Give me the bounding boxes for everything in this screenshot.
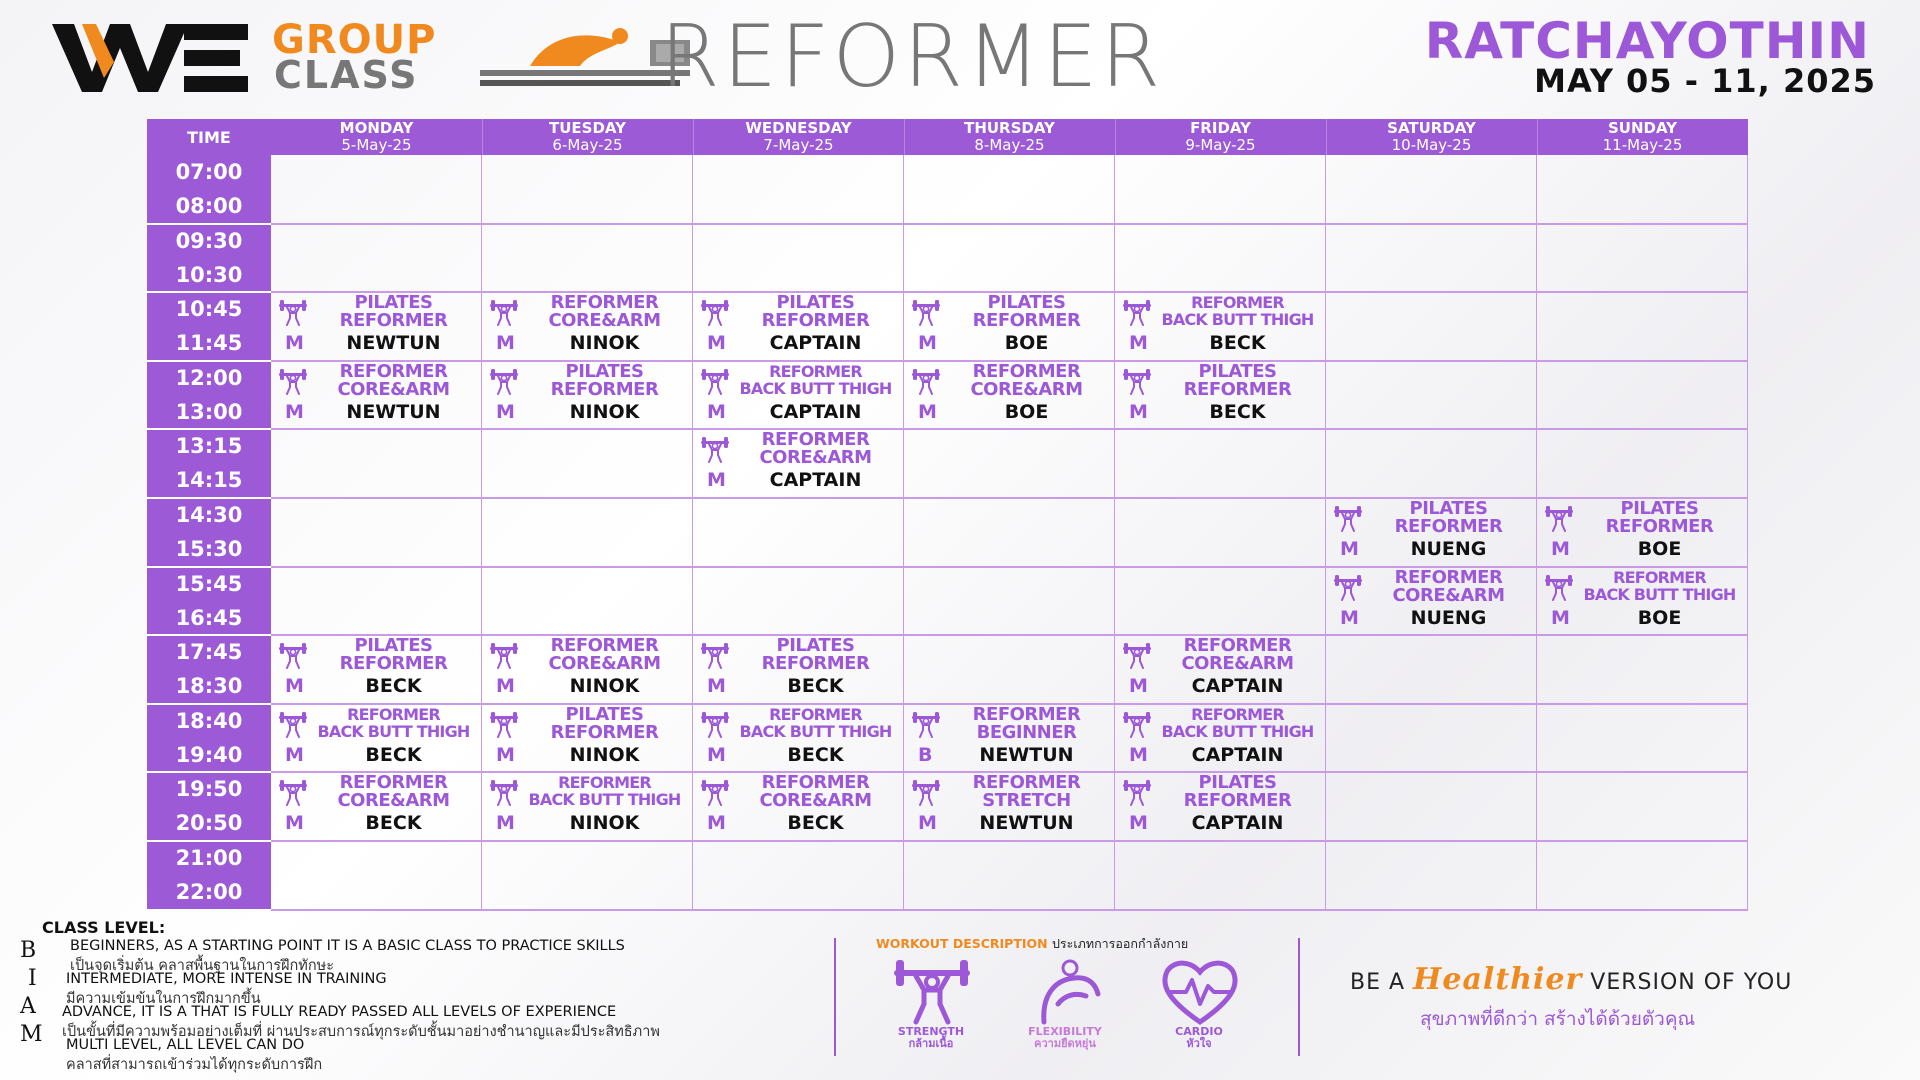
class-name-line: REFORMER — [1183, 635, 1292, 657]
divider — [834, 938, 836, 1056]
day-name: MONDAY — [339, 119, 414, 137]
class-level-badge: M — [918, 400, 937, 423]
instructor-name: BECK — [787, 743, 844, 766]
day-header — [271, 119, 482, 155]
slogan-pre: BE A — [1350, 970, 1406, 995]
class-name-line: CORE&ARM — [1181, 653, 1294, 675]
instructor-name: BECK — [365, 743, 422, 766]
class-cell[interactable] — [904, 292, 1115, 361]
class-level-badge: M — [707, 675, 726, 698]
class-cell[interactable] — [1537, 567, 1748, 636]
class-name — [1360, 500, 1537, 536]
slogan-post: VERSION OF YOU — [1590, 970, 1793, 995]
class-name-line: REFORMER — [550, 635, 659, 657]
class-cell[interactable] — [693, 704, 904, 773]
class-name-line: REFORMER — [1394, 516, 1503, 537]
instructor-name: BOE — [1004, 400, 1049, 423]
class-name-line: CORE&ARM — [970, 378, 1083, 400]
class-name — [1149, 637, 1326, 673]
date-range: MAY 05 - 11, 2025 — [1534, 62, 1876, 100]
class-name-line: REFORMER — [972, 772, 1081, 794]
class-name — [1571, 569, 1748, 603]
workout-title-en: WORKOUT DESCRIPTION — [876, 936, 1048, 951]
level-letter: A — [20, 994, 36, 1019]
class-name — [727, 774, 904, 810]
class-name-line: PILATES — [1198, 772, 1277, 794]
workout-description-title — [876, 934, 1188, 954]
class-level-badge: M — [1129, 675, 1148, 698]
class-level-badge: M — [918, 812, 937, 835]
time-divider — [147, 909, 271, 911]
instructor-name: CAPTAIN — [769, 400, 862, 423]
flexibility-icon — [1024, 956, 1108, 1026]
instructor-name: NEWTUN — [979, 812, 1074, 835]
class-name — [938, 774, 1115, 810]
level-letter: B — [20, 938, 37, 963]
class-level-badge: M — [1340, 538, 1359, 560]
class-name-line: BACK BUTT THIGH — [739, 721, 892, 741]
class-level-badge: M — [1129, 332, 1148, 355]
day-name: SATURDAY — [1387, 119, 1476, 137]
class-name-line: REFORMER — [550, 721, 659, 743]
time-label: 14:30 — [175, 503, 243, 527]
footer — [0, 912, 1920, 1080]
level-description: INTERMEDIATE, MORE INTENSE IN TRAINING — [66, 971, 387, 987]
class-name-line: CORE&ARM — [759, 790, 872, 812]
class-level-badge: M — [1129, 743, 1148, 766]
class-cell[interactable] — [904, 772, 1115, 841]
class-name — [1360, 566, 1537, 606]
cardio-label-en: CARDIO — [1175, 1025, 1223, 1038]
strength-icon — [890, 956, 974, 1026]
class-name-line: REFORMER — [761, 310, 870, 332]
class-name — [305, 706, 482, 740]
instructor-name: NUENG — [1410, 538, 1487, 560]
we-logo — [52, 20, 252, 96]
class-cell[interactable] — [693, 429, 904, 498]
class-cell[interactable] — [693, 772, 904, 841]
class-name — [727, 431, 904, 467]
class-name-line: REFORMER — [761, 772, 870, 794]
class-name-line: REFORMER — [1613, 567, 1706, 587]
day-name: SUNDAY — [1607, 119, 1678, 137]
class-name — [516, 294, 693, 330]
day-header — [693, 119, 904, 155]
time-header: TIME — [187, 127, 231, 147]
level-description: MULTI LEVEL, ALL LEVEL CAN DO — [66, 1037, 305, 1053]
instructor-name: NEWTUN — [346, 332, 441, 355]
time-label: 18:40 — [175, 708, 243, 733]
logo-class-text: CLASS — [274, 53, 419, 97]
class-level-badge: M — [1551, 606, 1570, 629]
day-date: 11-May-25 — [1602, 136, 1683, 154]
class-level-badge: M — [707, 812, 726, 835]
time-label: 12:00 — [175, 365, 243, 390]
cardio-label-th: หัวใจ — [1186, 1037, 1212, 1050]
time-label: 18:30 — [175, 674, 243, 699]
instructor-name: BECK — [1209, 332, 1266, 355]
instructor-name: BOE — [1637, 538, 1682, 560]
time-label: 19:40 — [175, 742, 243, 767]
class-cell[interactable] — [482, 704, 693, 773]
class-name-line: REFORMER — [769, 361, 862, 381]
class-name-line: BEGINNER — [976, 721, 1077, 743]
class-name — [727, 706, 904, 740]
instructor-name: NINOK — [569, 812, 640, 835]
day-name: THURSDAY — [964, 119, 1055, 137]
class-name — [516, 360, 693, 400]
time-label: 10:30 — [175, 262, 243, 287]
class-name-line: REFORMER — [972, 310, 1081, 332]
class-name — [1149, 706, 1326, 740]
header-divider — [482, 119, 483, 155]
level-letter: M — [20, 1022, 43, 1047]
class-level-badge: M — [285, 400, 304, 423]
class-cell[interactable] — [271, 772, 482, 841]
day-header — [1537, 119, 1748, 155]
class-name — [938, 294, 1115, 330]
day-header — [904, 119, 1115, 155]
class-level-badge: M — [918, 332, 937, 355]
class-name — [305, 774, 482, 810]
instructor-name: NINOK — [569, 743, 640, 766]
instructor-name: NUENG — [1410, 606, 1487, 629]
time-label: 09:30 — [175, 228, 243, 253]
class-name-line: REFORMER — [550, 292, 659, 314]
class-level-badge: M — [1551, 538, 1570, 560]
header-divider — [1326, 119, 1327, 155]
class-level-title: CLASS LEVEL: — [42, 918, 166, 937]
schedule-table — [147, 119, 1749, 910]
class-cell[interactable] — [482, 292, 693, 361]
instructor-name: CAPTAIN — [1191, 675, 1284, 698]
day-date: 8-May-25 — [974, 136, 1045, 154]
class-name — [305, 294, 482, 330]
class-cell[interactable] — [482, 635, 693, 704]
class-cell[interactable] — [693, 635, 904, 704]
time-label: 19:50 — [175, 777, 243, 802]
instructor-name: BECK — [787, 812, 844, 835]
class-name-line: REFORMER — [1183, 378, 1292, 400]
class-cell[interactable] — [1537, 498, 1748, 567]
class-level-badge: M — [707, 332, 726, 355]
class-name-line: REFORMER — [339, 360, 448, 382]
class-level-badge: M — [285, 675, 304, 698]
instructor-name: BECK — [787, 675, 844, 698]
class-level-badge: M — [496, 400, 515, 423]
class-cell[interactable] — [904, 361, 1115, 430]
instructor-name: NEWTUN — [979, 743, 1074, 766]
level-description: ADVANCE, IT IS A THAT IS FULLY READY PASSED ALL LEVELS OF EXPERIENCE — [62, 1004, 617, 1020]
level-description-thai: มีความเข้มข้นในการฝึกมากขึ้น — [66, 991, 261, 1007]
class-name-line: REFORMER — [1605, 516, 1714, 537]
day-date: 9-May-25 — [1185, 136, 1256, 154]
class-name-line: BACK BUTT THIGH — [528, 790, 681, 810]
class-name — [938, 703, 1115, 743]
class-cell[interactable] — [271, 635, 482, 704]
class-name — [516, 774, 693, 808]
class-name-line: REFORMER — [550, 378, 659, 400]
class-name-line: PILATES — [1409, 498, 1488, 519]
level-description-thai: เป็นจุดเริ่มต้น คลาสพื้นฐานในการฝึกทักษะ — [70, 958, 334, 974]
class-name — [516, 637, 693, 673]
day-name: TUESDAY — [549, 119, 626, 137]
class-name — [305, 637, 482, 673]
instructor-name: NEWTUN — [346, 400, 441, 423]
class-name — [305, 360, 482, 400]
class-cell[interactable] — [482, 361, 693, 430]
time-label: 15:30 — [175, 537, 243, 561]
class-level-badge: M — [496, 743, 515, 766]
instructor-name: BOE — [1637, 606, 1682, 629]
divider — [1298, 938, 1300, 1056]
class-name-line: REFORMER — [972, 360, 1081, 382]
class-name-line: PILATES — [776, 635, 855, 657]
class-name-line: REFORMER — [972, 703, 1081, 725]
class-name-line: REFORMER — [1183, 790, 1292, 812]
level-description: BEGINNERS, AS A STARTING POINT IT IS A BASIC CLASS TO PRACTICE SKILLS — [70, 938, 625, 954]
class-name-line: PILATES — [987, 292, 1066, 314]
level-letter: I — [28, 966, 37, 991]
day-date: 7-May-25 — [763, 136, 834, 154]
class-name — [1149, 360, 1326, 400]
time-label: 07:00 — [175, 160, 243, 184]
class-cell[interactable] — [271, 704, 482, 773]
class-name-line: REFORMER — [339, 653, 448, 675]
class-name — [1571, 500, 1748, 536]
class-cell[interactable] — [271, 292, 482, 361]
slogan-script: Healthier — [1413, 962, 1583, 997]
instructor-name: NINOK — [569, 400, 640, 423]
class-cell[interactable] — [1115, 635, 1326, 704]
class-name — [727, 637, 904, 673]
class-name-line: REFORMER — [339, 310, 448, 332]
instructor-name: CAPTAIN — [1191, 743, 1284, 766]
class-name-line: REFORMER — [558, 773, 651, 793]
class-level-badge: M — [1129, 812, 1148, 835]
class-name-line: PILATES — [565, 703, 644, 725]
day-name: WEDNESDAY — [745, 119, 852, 137]
flexibility-label-th: ความยืดหยุ่น — [1034, 1037, 1096, 1050]
header-divider — [1537, 119, 1538, 155]
instructor-name: CAPTAIN — [1191, 812, 1284, 835]
class-name-line: REFORMER — [1191, 293, 1284, 313]
level-description-thai: เป็นขั้นที่มีความพร้อมอย่างเต็มที่ ผ่านประสบการณ์ทุกระดับชั้นมาอย่างชำนาญและมีประสิทธิภาพ — [62, 1024, 660, 1040]
class-name-line: REFORMER — [761, 653, 870, 675]
class-name-line: PILATES — [565, 360, 644, 382]
class-name — [727, 363, 904, 397]
class-name-line: CORE&ARM — [1392, 584, 1505, 606]
day-date: 6-May-25 — [552, 136, 623, 154]
class-name-line: CORE&ARM — [548, 310, 661, 332]
class-name-line: PILATES — [776, 292, 855, 314]
class-level-badge: M — [496, 812, 515, 835]
class-name-line: REFORMER — [339, 772, 448, 794]
time-label: 20:50 — [175, 811, 243, 836]
slogan — [1350, 962, 1792, 997]
time-label: 13:15 — [175, 434, 243, 459]
class-name-line: CORE&ARM — [759, 447, 872, 469]
class-level-badge: M — [285, 812, 304, 835]
class-name — [727, 294, 904, 330]
class-cell[interactable] — [1115, 704, 1326, 773]
instructor-name: CAPTAIN — [769, 332, 862, 355]
class-name-line: PILATES — [1620, 498, 1699, 519]
instructor-name: BECK — [365, 812, 422, 835]
class-cell[interactable] — [1115, 772, 1326, 841]
logo-group-text: GROUP — [272, 17, 437, 63]
branch-title: RATCHAYOTHIN — [1424, 12, 1870, 70]
class-name-line: REFORMER — [1191, 704, 1284, 724]
class-name-line: BACK BUTT THIGH — [1161, 310, 1314, 330]
header-divider — [904, 119, 905, 155]
class-name-line: BACK BUTT THIGH — [317, 721, 470, 741]
time-label: 16:45 — [175, 605, 243, 630]
class-name-line: REFORMER — [769, 704, 862, 724]
class-name-line: CORE&ARM — [337, 790, 450, 812]
class-cell[interactable] — [482, 772, 693, 841]
logo-reformer-text: REFORMER — [660, 7, 1164, 107]
class-name-line: REFORMER — [761, 429, 870, 451]
time-label: 10:45 — [175, 297, 243, 322]
class-name-line: STRETCH — [982, 790, 1071, 812]
class-name — [1149, 294, 1326, 328]
flexibility-label-en: FLEXIBILITY — [1028, 1025, 1102, 1038]
class-name — [938, 360, 1115, 400]
row-divider — [271, 909, 1748, 911]
class-name-line: PILATES — [354, 292, 433, 314]
header — [0, 0, 1920, 116]
day-name: FRIDAY — [1190, 119, 1251, 137]
class-cell[interactable] — [1326, 498, 1537, 567]
time-label: 15:45 — [175, 571, 243, 596]
flexibility-label — [1000, 1026, 1130, 1050]
row-divider — [271, 223, 1748, 225]
instructor-name: NINOK — [569, 675, 640, 698]
class-level-badge: M — [707, 743, 726, 766]
class-cell[interactable] — [1115, 292, 1326, 361]
day-date: 10-May-25 — [1391, 136, 1472, 154]
instructor-name: BECK — [1209, 400, 1266, 423]
time-label: 13:00 — [175, 399, 243, 424]
class-cell[interactable] — [904, 704, 1115, 773]
level-description-thai: คลาสที่สามารถเข้าร่วมได้ทุกระดับการฝึก — [66, 1057, 323, 1073]
class-name — [1149, 774, 1326, 810]
class-level-badge: M — [707, 469, 726, 492]
day-header — [1326, 119, 1537, 155]
strength-label-th: กล้ามเนื้อ — [908, 1037, 954, 1050]
class-name-line: BACK BUTT THIGH — [1161, 721, 1314, 741]
header-divider — [1115, 119, 1116, 155]
class-name-line: CORE&ARM — [548, 653, 661, 675]
class-name-line: REFORMER — [1394, 566, 1503, 588]
instructor-name: BECK — [365, 675, 422, 698]
class-name-line: REFORMER — [347, 704, 440, 724]
class-level-badge: M — [707, 400, 726, 423]
strength-label-en: STRENGTH — [897, 1025, 965, 1038]
class-level-badge: M — [1340, 606, 1359, 629]
day-header — [482, 119, 693, 155]
class-level-badge: M — [496, 332, 515, 355]
class-cell[interactable] — [693, 292, 904, 361]
class-name-line: PILATES — [354, 635, 433, 657]
class-name — [516, 703, 693, 743]
slogan-thai: สุขภาพที่ดีกว่า สร้างได้ด้วยตัวคุณ — [1420, 1008, 1696, 1030]
instructor-name: CAPTAIN — [769, 469, 862, 492]
time-label: 11:45 — [175, 331, 243, 356]
class-name-line: BACK BUTT THIGH — [739, 378, 892, 398]
cardio-label — [1134, 1026, 1264, 1050]
time-label: 08:00 — [175, 194, 243, 218]
class-cell[interactable] — [1115, 361, 1326, 430]
class-name-line: PILATES — [1198, 360, 1277, 382]
class-level-badge: B — [918, 743, 933, 766]
header-divider — [693, 119, 694, 155]
class-level-badge: M — [285, 743, 304, 766]
day-header — [1115, 119, 1326, 155]
cardio-icon — [1158, 956, 1242, 1026]
class-level-badge: M — [285, 332, 304, 355]
class-cell[interactable] — [693, 361, 904, 430]
instructor-name: NINOK — [569, 332, 640, 355]
day-date: 5-May-25 — [341, 136, 412, 154]
class-cell[interactable] — [271, 361, 482, 430]
instructor-name: BOE — [1004, 332, 1049, 355]
workout-title-th: ประเภทการออกกำลังกาย — [1051, 936, 1189, 951]
time-label: 17:45 — [175, 640, 243, 665]
class-level-badge: M — [496, 675, 515, 698]
strength-label — [866, 1026, 996, 1050]
time-label: 14:15 — [175, 468, 243, 493]
class-name-line: BACK BUTT THIGH — [1583, 584, 1736, 604]
class-level-badge: M — [1129, 400, 1148, 423]
time-label: 22:00 — [175, 880, 243, 904]
class-cell[interactable] — [1326, 567, 1537, 636]
time-label: 21:00 — [175, 846, 243, 870]
class-name-line: CORE&ARM — [337, 378, 450, 400]
